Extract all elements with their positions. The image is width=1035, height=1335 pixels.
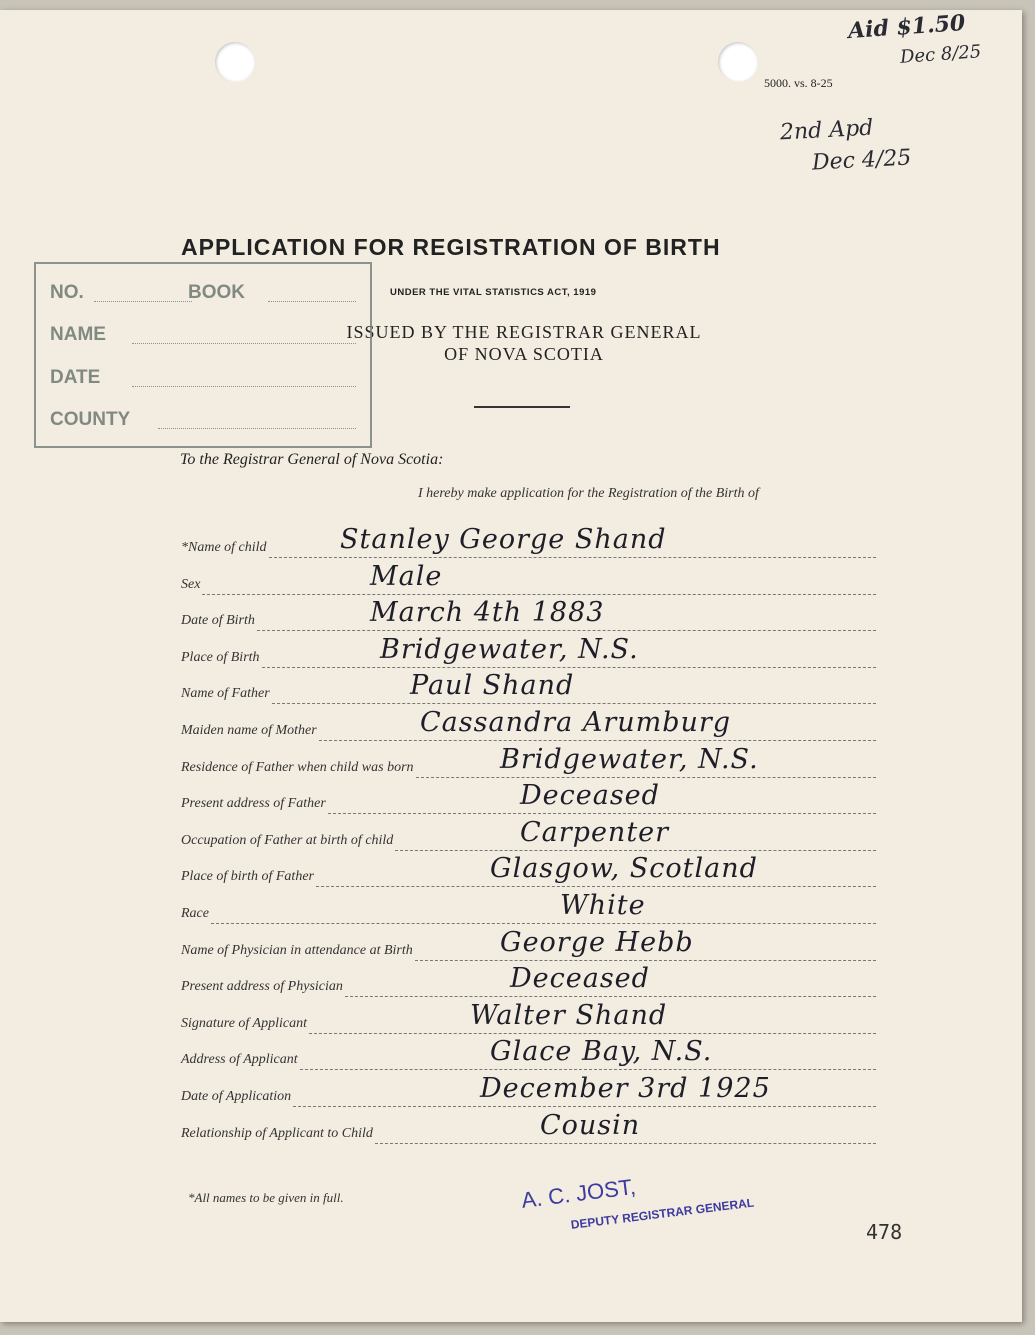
- field-value: Deceased: [520, 780, 660, 812]
- footnote: *All names to be given in full.: [188, 1190, 344, 1205]
- field-value: Bridgewater, N.S.: [500, 743, 759, 775]
- field-value: White: [560, 890, 646, 921]
- form-number: 5000. vs. 8-25: [764, 76, 833, 90]
- field-label: Place of birth of Father: [181, 869, 314, 885]
- field-label: Sex: [181, 576, 201, 592]
- registry-stamp: [34, 262, 372, 448]
- field-label: Residence of Father when child was born: [181, 759, 414, 775]
- field-value: George Hebb: [500, 926, 694, 958]
- field-underline: [345, 996, 876, 997]
- stamp-name-line: [132, 343, 356, 344]
- handwritten-fee-note: Aid $1.50: [847, 9, 967, 45]
- field-underline: [309, 1033, 876, 1034]
- registrar-stamp-name: A. C. JOST,: [520, 1173, 638, 1213]
- field-label: Present address of Physician: [181, 979, 343, 995]
- stamp-county-line: [158, 428, 356, 429]
- field-label: Date of Application: [181, 1089, 292, 1104]
- field-value: Cousin: [540, 1109, 641, 1141]
- field-underline: [395, 850, 876, 851]
- stamp-no-line: [94, 301, 192, 302]
- stamp-date-line: [132, 386, 356, 387]
- issuer-line-2: OF NOVA SCOTIA: [444, 344, 604, 364]
- field-label: Signature of Applicant: [181, 1015, 307, 1031]
- field-label: Address of Applicant: [181, 1052, 298, 1068]
- field-underline: [211, 923, 876, 924]
- field-underline: [202, 594, 876, 595]
- field-value: Cassandra Arumburg: [420, 707, 732, 738]
- field-label: Name of Father: [181, 686, 270, 702]
- field-value: Carpenter: [520, 816, 670, 848]
- field-underline: [293, 1106, 876, 1107]
- field-underline: [319, 740, 876, 741]
- act-subtitle: UNDER THE VITAL STATISTICS ACT, 1919: [390, 287, 597, 298]
- punch-hole-right: [718, 42, 758, 82]
- page-number: 478: [866, 1220, 903, 1244]
- field-underline: [416, 777, 876, 778]
- field-value: Stanley George Shand: [340, 524, 667, 555]
- field-underline: [328, 813, 876, 814]
- field-value: March 4th 1883: [370, 597, 605, 629]
- field-label: Present address of Father: [181, 796, 326, 812]
- issuer-line-1: ISSUED BY THE REGISTRAR GENERAL: [346, 322, 702, 342]
- field-underline: [262, 667, 876, 668]
- handwritten-note-1: 2nd Apd: [779, 115, 874, 146]
- field-value: Paul Shand: [410, 670, 575, 702]
- field-label: Place of Birth: [181, 649, 260, 665]
- field-underline: [415, 960, 876, 961]
- handwritten-note-2: Dec 4/25: [811, 145, 912, 176]
- stamp-date-label: DATE: [50, 367, 101, 388]
- field-value: Glasgow, Scotland: [490, 853, 758, 885]
- field-value: Male: [370, 560, 443, 592]
- title-divider: [474, 406, 570, 408]
- field-value: Deceased: [510, 963, 650, 995]
- field-underline: [375, 1143, 876, 1144]
- punch-hole-left: [215, 42, 255, 82]
- stamp-name-label: NAME: [50, 324, 106, 345]
- field-label: Race: [181, 906, 209, 921]
- field-underline: [269, 557, 876, 558]
- field-underline: [316, 886, 876, 887]
- field-underline: [257, 630, 876, 631]
- form-title: APPLICATION FOR REGISTRATION OF BIRTH: [181, 234, 721, 260]
- field-label: Relationship of Applicant to Child: [181, 1125, 373, 1141]
- field-label: Name of Physician in attendance at Birth: [181, 942, 413, 958]
- stamp-book-line: [268, 301, 356, 302]
- stamp-county-label: COUNTY: [50, 409, 131, 430]
- field-label: Maiden name of Mother: [181, 723, 317, 738]
- field-label: *Name of child: [181, 540, 267, 555]
- intro-statement: I hereby make application for the Registration of the Birth of: [418, 486, 759, 501]
- field-value: Walter Shand: [470, 999, 668, 1031]
- field-value: December 3rd 1925: [480, 1073, 771, 1104]
- field-label: Occupation of Father at birth of child: [181, 832, 394, 848]
- stamp-book-label: BOOK: [188, 282, 245, 303]
- handwritten-fee-date: Dec 8/25: [899, 41, 982, 68]
- field-value: Bridgewater, N.S.: [380, 633, 639, 665]
- field-underline: [272, 703, 876, 704]
- field-value: Glace Bay, N.S.: [490, 1036, 713, 1068]
- addressee: To the Registrar General of Nova Scotia:: [180, 451, 444, 468]
- field-label: Date of Birth: [181, 613, 255, 629]
- field-underline: [300, 1069, 876, 1070]
- registrar-stamp-role: DEPUTY REGISTRAR GENERAL: [570, 1195, 755, 1232]
- stamp-no-label: NO.: [50, 282, 84, 303]
